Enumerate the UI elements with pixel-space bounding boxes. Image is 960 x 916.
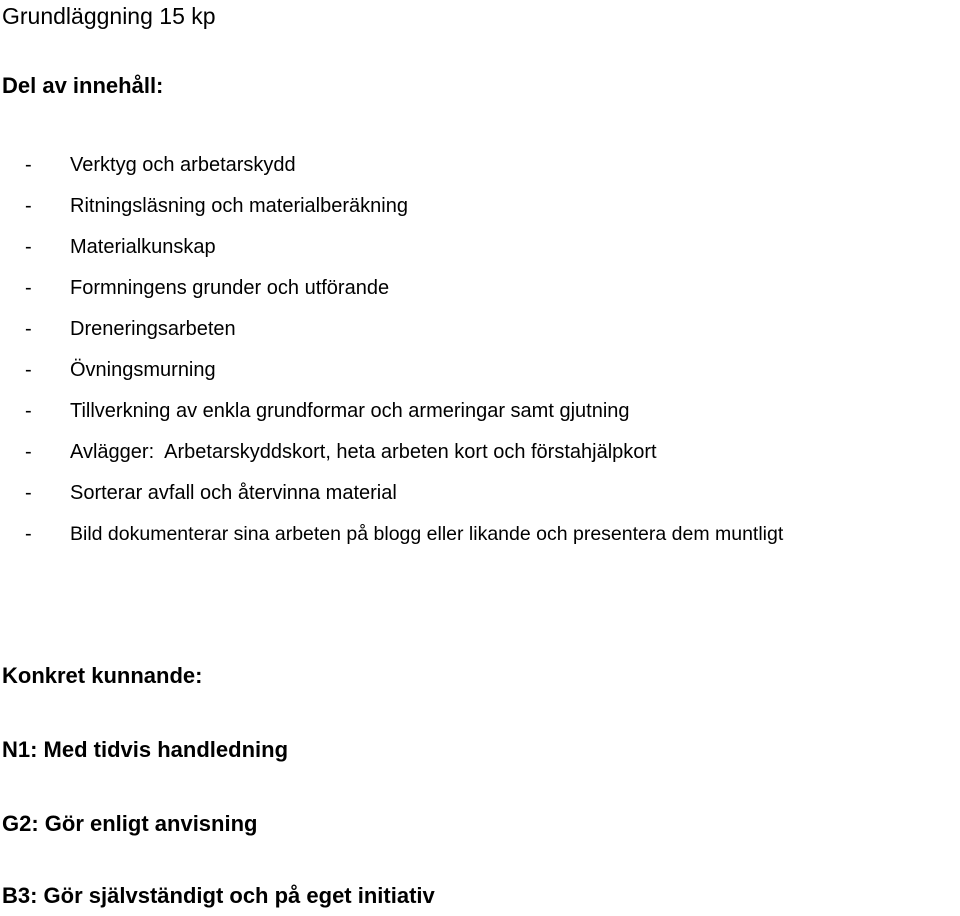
list-bullet: - [25,318,32,340]
content-heading: Del av innehåll: [2,73,164,98]
level-n1: N1: Med tidvis handledning [2,737,289,762]
document-title: Grundläggning 15 kp [2,3,216,29]
list-bullet: - [25,277,32,299]
list-bullet: - [25,400,32,422]
list-bullet: - [25,359,32,381]
competence-heading: Konkret kunnande: [2,663,203,688]
list-item-text: Övningsmurning [70,359,216,381]
list-bullet: - [25,236,32,258]
list-bullet: - [25,441,32,463]
list-item [0,272,960,313]
level-g2: G2: Gör enligt anvisning [2,811,258,836]
content-list [0,149,960,559]
list-bullet: - [25,523,32,545]
list-item [0,231,960,272]
list-item-text: Dreneringsarbeten [70,318,236,340]
list-item [0,518,960,559]
level-b3: B3: Gör självständigt och på eget initiativ [2,883,435,908]
list-item-text: Ritningsläsning och materialberäkning [70,195,408,217]
list-item-text: Verktyg och arbetarskydd [70,154,296,176]
list-item [0,395,960,436]
list-item [0,436,960,477]
list-item-text: Materialkunskap [70,236,216,258]
list-item [0,354,960,395]
list-item-text: Bild dokumenterar sina arbeten på blogg eller likande och presentera dem muntligt [70,523,784,545]
list-item [0,313,960,354]
list-item-text: Avlägger: Arbetarskyddskort, heta arbeten kort och förstahjälpkort [70,441,657,463]
list-item [0,190,960,231]
list-bullet: - [25,482,32,504]
list-item-text: Formningens grunder och utförande [70,277,390,299]
list-bullet: - [25,154,32,176]
list-item-text: Tillverkning av enkla grundformar och armeringar samt gjutning [70,400,630,422]
list-item [0,149,960,190]
list-item-text: Sorterar avfall och återvinna material [70,482,397,504]
list-item [0,477,960,518]
list-bullet: - [25,195,32,217]
